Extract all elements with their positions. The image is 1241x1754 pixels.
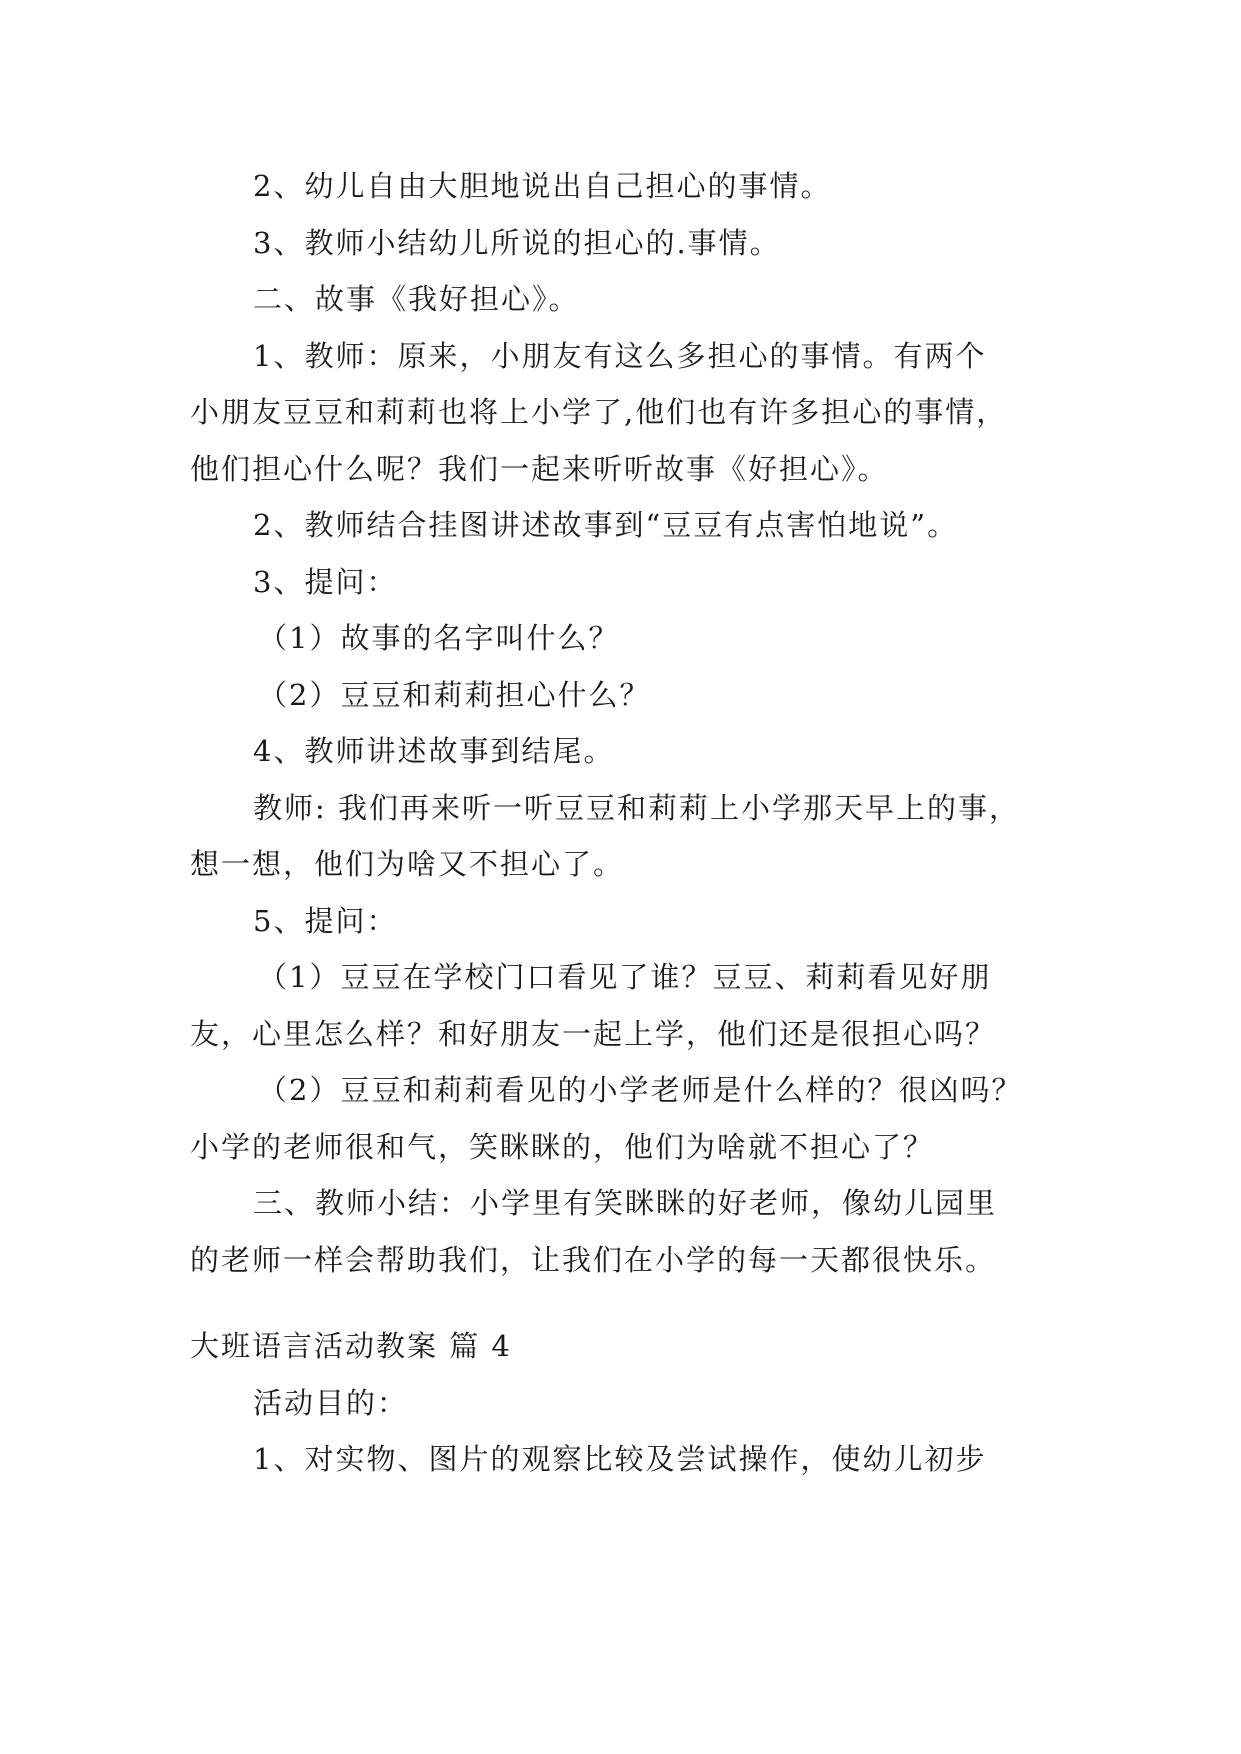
section-heading: 二、故事《我好担心》。 [253,282,580,316]
question-line: （2）豆豆和莉莉担心什么？ [258,677,651,712]
paragraph-line: 小朋友豆豆和莉莉也将上小学了,他们也有许多担心的事情， [190,395,1008,429]
question-line: （1）豆豆在学校门口看见了谁？豆豆、莉莉看见好朋 [258,960,992,994]
paragraph-line: 3、提问： [253,564,398,599]
section-title: 大班语言活动教案 篇 4 [190,1329,512,1363]
paragraph-line: 活动目的： [253,1385,409,1420]
paragraph-line: 的老师一样会帮助我们，让我们在小学的每一天都很快乐。 [190,1242,997,1277]
paragraph-line: 4、教师讲述故事到结尾。 [253,734,615,768]
document-body [190,158,1070,1488]
question-line: （2）豆豆和莉莉看见的小学老师是什么样的？很凶吗？ [258,1073,1023,1107]
paragraph-line: 1、教师：原来，小朋友有这么多担心的事情。有两个 [253,338,987,373]
paragraph-line: 他们担心什么呢？我们一起来听听故事《好担心》。 [190,451,889,486]
paragraph-line: 友，心里怎么样？和好朋友一起上学，他们还是很担心吗？ [190,1016,997,1051]
paragraph-line: 教师: 我们再来听一听豆豆和莉莉上小学那天早上的事， [253,790,1020,825]
paragraph-line: 3、教师小结幼儿所说的担心的.事情。 [253,225,781,260]
paragraph-line: 5、提问： [253,903,398,938]
paragraph-line: 2、教师结合挂图讲述故事到“豆豆有点害怕地说”。 [253,508,959,542]
paragraph-line: 1、对实物、图片的观察比较及尝试操作，使幼儿初步 [253,1442,987,1476]
section-heading: 三、教师小结：小学里有笑眯眯的好老师，像幼儿园里 [253,1186,998,1220]
paragraph-line: 2、幼儿自由大胆地说出自己担心的事情。 [253,169,832,203]
paragraph-line: 想一想，他们为啥又不担心了。 [190,847,625,881]
section-gap [190,1288,1070,1318]
paragraph-line: 小学的老师很和气，笑眯眯的，他们为啥就不担心了？ [190,1129,935,1164]
question-line: （1）故事的名字叫什么？ [258,621,620,655]
